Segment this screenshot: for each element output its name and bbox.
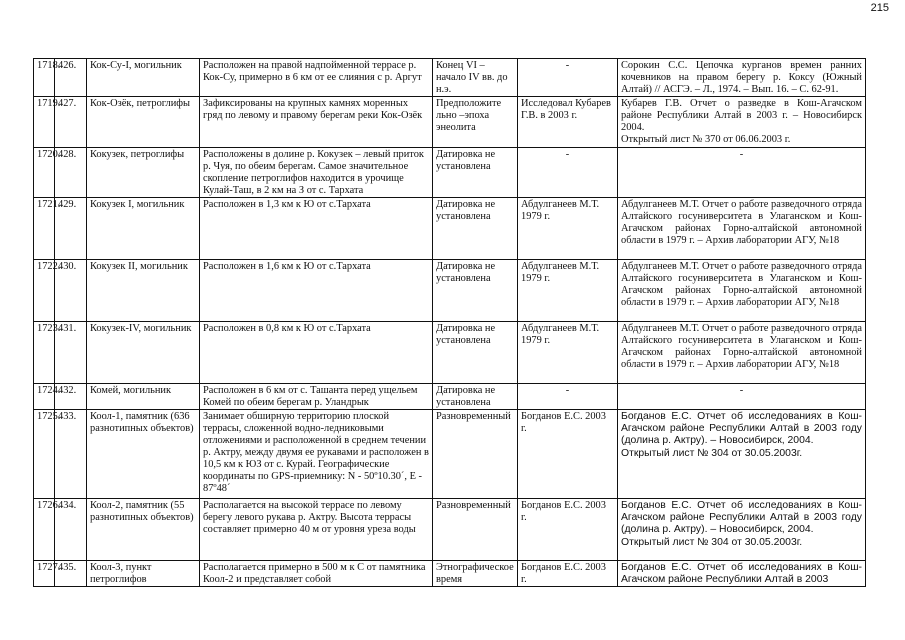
monument-date: Конец VI – начало IV вв. до н.э. — [433, 59, 518, 97]
table-row — [34, 322, 866, 384]
row-subnumber: 426. — [55, 59, 87, 97]
table-row — [34, 59, 866, 97]
source-text: Абдулганеев М.Т. Отчет о работе разведочного отряда Алтайского госуниверситета в Улаганском и Кош-Агачском районах Горно-алтайской автономной области в 1979 г. – Архив лаборатории АГУ, №18 — [621, 261, 862, 308]
monument-source — [618, 410, 866, 499]
monument-source — [618, 384, 866, 410]
monument-researcher: Абдулганеев М.Т. 1979 г. — [518, 260, 618, 322]
monument-location: Расположены в долине р. Кокузек – левый приток р. Чуя, по обеим берегам. Самое значительное скопление петроглифов находится в урочище Кулай-Таш, в 2 км на З от с. Тархата — [200, 148, 433, 198]
monument-researcher: Абдулганеев М.Т. 1979 г. — [518, 322, 618, 384]
row-subnumber: 430. — [55, 260, 87, 322]
monument-location: Занимает обширную территорию плоской террасы, сложенной водно-ледниковыми отложениями и расположенной в среднем течении р. Актру, между двумя ее рукавами и расположен в 10,5 км к ЮЗ от с. Курай. Географические координаты по GPS-приемнику: N - 50º10.30´, E - 87º48´ — [200, 410, 433, 499]
source-text: Богданов Е.С. Отчет об исследованиях в Кош-Агачском районе Республики Алтай в 2003 году (долина р. Актру). – Новосибирск, 2004. — [621, 411, 862, 447]
row-subnumber: 432. — [55, 384, 87, 410]
monument-name: Комей, могильник — [87, 384, 200, 410]
monument-name: Кокузек I, могильник — [87, 198, 200, 260]
row-subnumber: 431. — [55, 322, 87, 384]
source-text: Богданов Е.С. Отчет об исследованиях в Кош-Агачском районе Республики Алтай в 2003 году (долина р. Актру). – Новосибирск, 2004. — [621, 500, 862, 536]
monument-source — [618, 499, 866, 561]
monument-name: Кокузек, петроглифы — [87, 148, 200, 198]
permit-text: Открытый лист № 370 от 06.06.2003 г. — [621, 134, 791, 145]
monument-name: Коол-1, памятник (636 разнотипных объектов) — [87, 410, 200, 499]
monument-researcher: Богданов Е.С. 2003 г. — [518, 561, 618, 587]
monument-date: Датировка не установлена — [433, 198, 518, 260]
row-number: 1721. — [34, 198, 55, 260]
monument-researcher: - — [518, 59, 618, 97]
monument-source — [618, 97, 866, 148]
monument-location: Располагается примерно в 500 м к С от памятника Коол-2 и представляет собой — [200, 561, 433, 587]
monument-location: Расположен на правой надпойменной террасе р. Кок-Су, примерно в 6 км от ее слияния с р. Аргут — [200, 59, 433, 97]
row-subnumber: 434. — [55, 499, 87, 561]
monument-location: Расположен в 0,8 км к Ю от с.Тархата — [200, 322, 433, 384]
table-row — [34, 499, 866, 561]
permit-text: Открытый лист № 304 от 30.05.2003г. — [621, 536, 803, 548]
monument-researcher: Богданов Е.С. 2003 г. — [518, 499, 618, 561]
monument-source — [618, 59, 866, 97]
monument-date: Разновременный — [433, 410, 518, 499]
row-subnumber: 429. — [55, 198, 87, 260]
monument-location: Расположен в 1,6 км к Ю от с.Тархата — [200, 260, 433, 322]
monument-date: Датировка не установлена — [433, 322, 518, 384]
table-row — [34, 260, 866, 322]
row-number: 1725. — [34, 410, 55, 499]
row-number: 1718. — [34, 59, 55, 97]
monument-date: Датировка не установлена — [433, 260, 518, 322]
row-number: 1719. — [34, 97, 55, 148]
monument-date: Этнографическое время — [433, 561, 518, 587]
table-row — [34, 198, 866, 260]
source-text: Богданов Е.С. Отчет об исследованиях в Кош-Агачском районе Республики Алтай в 2003 — [621, 562, 862, 586]
row-number: 1726. — [34, 499, 55, 561]
source-text: - — [739, 385, 744, 396]
row-number: 1724. — [34, 384, 55, 410]
monument-location: Расположен в 6 км от с. Ташанта перед ущельем Комей по обеим берегам р. Уландрык — [200, 384, 433, 410]
table-row — [34, 384, 866, 410]
monument-name: Кок-Су-I, могильник — [87, 59, 200, 97]
monument-source — [618, 561, 866, 587]
monument-name: Кок-Озёк, петроглифы — [87, 97, 200, 148]
monument-researcher: Исследовал Кубарев Г.В. в 2003 г. — [518, 97, 618, 148]
monument-source — [618, 148, 866, 198]
row-subnumber: 427. — [55, 97, 87, 148]
monument-date: Датировка не установлена — [433, 148, 518, 198]
monument-location: Расположен в 1,3 км к Ю от с.Тархата — [200, 198, 433, 260]
table-row — [34, 148, 866, 198]
source-text: Абдулганеев М.Т. Отчет о работе разведочного отряда Алтайского госуниверситета в Улаганском и Кош-Агачском районах Горно-алтайской автономной области в 1979 г. – Архив лаборатории АГУ, №18 — [621, 199, 862, 246]
monument-researcher: Богданов Е.С. 2003 г. — [518, 410, 618, 499]
row-subnumber: 428. — [55, 148, 87, 198]
monument-researcher: - — [518, 384, 618, 410]
monument-source — [618, 260, 866, 322]
table-row — [34, 410, 866, 499]
row-number: 1722. — [34, 260, 55, 322]
table-row — [34, 561, 866, 587]
monument-location: Зафиксированы на крупных камнях моренных гряд по левому и правому берегам реки Кок-Озёк — [200, 97, 433, 148]
row-number: 1723. — [34, 322, 55, 384]
monument-name: Коол-3, пункт петроглифов — [87, 561, 200, 587]
monument-date: Датировка не установлена — [433, 384, 518, 410]
row-subnumber: 433. — [55, 410, 87, 499]
row-number: 1727. — [34, 561, 55, 587]
monument-name: Кокузек-IV, могильник — [87, 322, 200, 384]
row-subnumber: 435. — [55, 561, 87, 587]
source-text: - — [739, 149, 744, 160]
page-number: 215 — [870, 2, 889, 14]
monument-researcher: - — [518, 148, 618, 198]
source-text: Абдулганеев М.Т. Отчет о работе разведочного отряда Алтайского госуниверситета в Улаганском и Кош-Агачском районах Горно-алтайской автономной области в 1979 г. – Архив лаборатории АГУ, №18 — [621, 323, 862, 370]
monument-location: Располагается на высокой террасе по левому берегу левого рукава р. Актру. Высота террасы составляет примерно 40 м от уровня уреза воды — [200, 499, 433, 561]
source-text: Сорокин С.С. Цепочка курганов времен ранних кочевников на правом берегу р. Коксу (Южный Алтай) // АСГЭ. – Л., 1974. – Вып. 16. – С. 62-91. — [621, 60, 862, 95]
monument-name: Коол-2, памятник (55 разнотипных объектов) — [87, 499, 200, 561]
monument-source — [618, 322, 866, 384]
monument-name: Кокузек II, могильник — [87, 260, 200, 322]
monuments-table — [33, 58, 866, 587]
monument-source — [618, 198, 866, 260]
monument-researcher: Абдулганеев М.Т. 1979 г. — [518, 198, 618, 260]
monument-date: Предположите льно –эпоха энеолита — [433, 97, 518, 148]
monument-date: Разновременный — [433, 499, 518, 561]
source-text: Кубарев Г.В. Отчет о разведке в Кош-Агачском районе Республики Алтай в 2003 г. – Новосибирск 2004. — [621, 98, 862, 133]
table-row — [34, 97, 866, 148]
row-number: 1720. — [34, 148, 55, 198]
permit-text: Открытый лист № 304 от 30.05.2003г. — [621, 447, 803, 459]
